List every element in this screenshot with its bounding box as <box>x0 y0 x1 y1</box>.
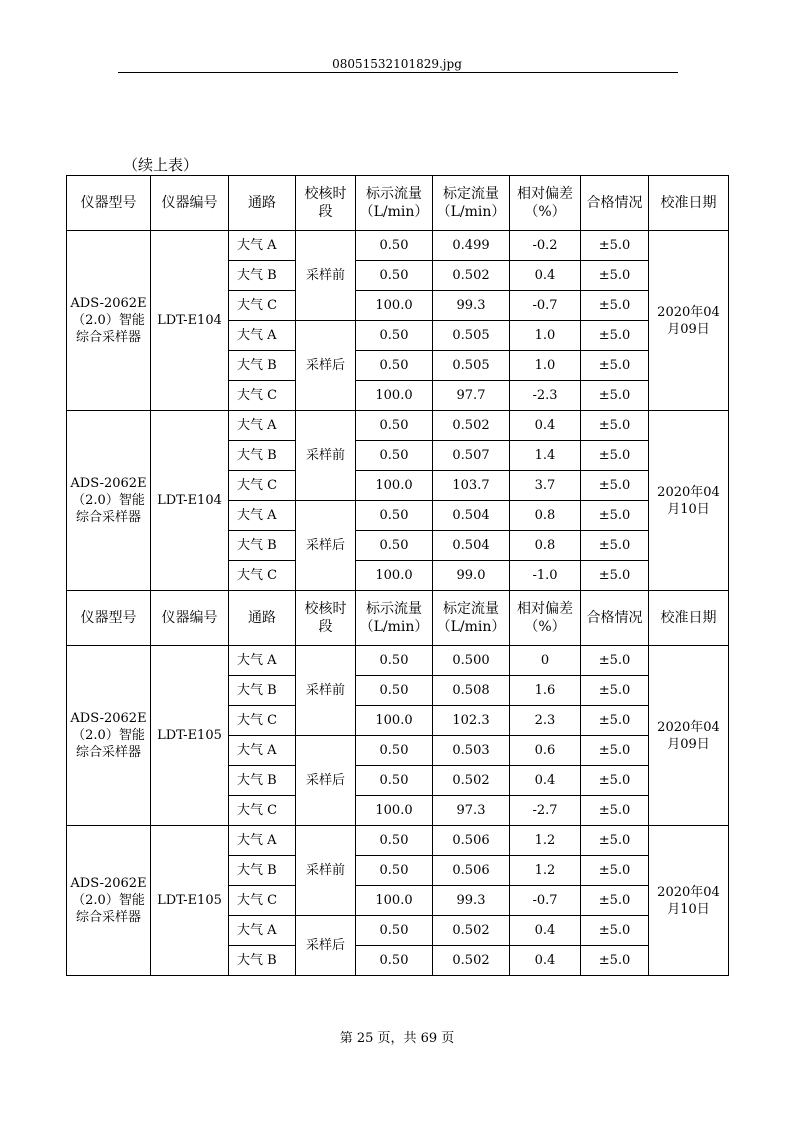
column-header: 合格情况 <box>581 591 649 646</box>
deviation-cell: -2.7 <box>510 796 581 826</box>
pass-criteria-cell: ±5.0 <box>581 231 649 261</box>
channel-cell: 大气 C <box>229 471 296 501</box>
channel-cell: 大气 A <box>229 646 296 676</box>
deviation-cell: 1.0 <box>510 351 581 381</box>
column-header: 相对偏差（%） <box>510 176 581 231</box>
set-flow-cell: 0.50 <box>356 441 433 471</box>
calibrated-flow-cell: 0.503 <box>433 736 510 766</box>
pass-criteria-cell: ±5.0 <box>581 531 649 561</box>
channel-cell: 大气 B <box>229 261 296 291</box>
calibrated-flow-cell: 0.502 <box>433 916 510 946</box>
channel-cell: 大气 A <box>229 736 296 766</box>
table-row <box>67 646 729 676</box>
set-flow-cell: 0.50 <box>356 321 433 351</box>
set-flow-cell: 0.50 <box>356 916 433 946</box>
table-row <box>67 411 729 441</box>
calibrated-flow-cell: 0.506 <box>433 856 510 886</box>
channel-cell: 大气 A <box>229 411 296 441</box>
channel-cell: 大气 B <box>229 531 296 561</box>
pass-criteria-cell: ±5.0 <box>581 261 649 291</box>
deviation-cell: -0.7 <box>510 291 581 321</box>
calibrated-flow-cell: 0.502 <box>433 261 510 291</box>
deviation-cell: -1.0 <box>510 561 581 591</box>
channel-cell: 大气 C <box>229 291 296 321</box>
calibration-date-cell: 2020年04月09日 <box>649 231 729 411</box>
channel-cell: 大气 B <box>229 856 296 886</box>
set-flow-cell: 100.0 <box>356 561 433 591</box>
deviation-cell: 0.4 <box>510 916 581 946</box>
column-header: 校核时段 <box>296 176 356 231</box>
column-header: 相对偏差（%） <box>510 591 581 646</box>
set-flow-cell: 0.50 <box>356 736 433 766</box>
calibrated-flow-cell: 0.506 <box>433 826 510 856</box>
calibrated-flow-cell: 0.507 <box>433 441 510 471</box>
pass-criteria-cell: ±5.0 <box>581 706 649 736</box>
set-flow-cell: 0.50 <box>356 676 433 706</box>
period-cell: 采样后 <box>296 736 356 826</box>
calibrated-flow-cell: 0.502 <box>433 946 510 976</box>
instrument-id-cell: LDT-E105 <box>151 646 229 826</box>
set-flow-cell: 0.50 <box>356 946 433 976</box>
set-flow-cell: 100.0 <box>356 471 433 501</box>
period-cell: 采样前 <box>296 231 356 321</box>
pass-criteria-cell: ±5.0 <box>581 321 649 351</box>
pass-criteria-cell: ±5.0 <box>581 501 649 531</box>
deviation-cell: 0.6 <box>510 736 581 766</box>
channel-cell: 大气 A <box>229 231 296 261</box>
column-header: 仪器编号 <box>151 176 229 231</box>
set-flow-cell: 0.50 <box>356 411 433 441</box>
set-flow-cell: 0.50 <box>356 501 433 531</box>
column-header: 通路 <box>229 591 296 646</box>
pass-criteria-cell: ±5.0 <box>581 561 649 591</box>
pass-criteria-cell: ±5.0 <box>581 471 649 501</box>
pass-criteria-cell: ±5.0 <box>581 351 649 381</box>
calibration-date-cell: 2020年04月09日 <box>649 646 729 826</box>
set-flow-cell: 0.50 <box>356 856 433 886</box>
calibrated-flow-cell: 0.505 <box>433 351 510 381</box>
instrument-model-cell: ADS-2062E（2.0）智能综合采样器 <box>67 231 151 411</box>
period-cell: 采样后 <box>296 321 356 411</box>
deviation-cell: 0.4 <box>510 261 581 291</box>
deviation-cell: 1.2 <box>510 856 581 886</box>
period-cell: 采样前 <box>296 646 356 736</box>
instrument-id-cell: LDT-E104 <box>151 411 229 591</box>
instrument-id-cell: LDT-E105 <box>151 826 229 976</box>
period-cell: 采样后 <box>296 916 356 976</box>
deviation-cell: 2.3 <box>510 706 581 736</box>
column-header: 校核时段 <box>296 591 356 646</box>
pass-criteria-cell: ±5.0 <box>581 411 649 441</box>
instrument-model-cell: ADS-2062E（2.0）智能综合采样器 <box>67 646 151 826</box>
page-footer: 第 25 页，共 69 页 <box>339 1031 455 1046</box>
column-header: 合格情况 <box>581 176 649 231</box>
header-rule <box>118 72 678 73</box>
set-flow-cell: 0.50 <box>356 646 433 676</box>
deviation-cell: 0.4 <box>510 411 581 441</box>
deviation-cell: 1.4 <box>510 441 581 471</box>
column-header: 校准日期 <box>649 176 729 231</box>
calibrated-flow-cell: 0.499 <box>433 231 510 261</box>
continued-caption: （续上表） <box>123 156 199 174</box>
channel-cell: 大气 A <box>229 501 296 531</box>
calibration-date-cell: 2020年04月10日 <box>649 826 729 976</box>
calibrated-flow-cell: 99.0 <box>433 561 510 591</box>
deviation-cell: 0.8 <box>510 531 581 561</box>
instrument-id-cell: LDT-E104 <box>151 231 229 411</box>
calibrated-flow-cell: 99.3 <box>433 291 510 321</box>
calibrated-flow-cell: 0.508 <box>433 676 510 706</box>
channel-cell: 大气 C <box>229 706 296 736</box>
pass-criteria-cell: ±5.0 <box>581 886 649 916</box>
pass-criteria-cell: ±5.0 <box>581 381 649 411</box>
set-flow-cell: 100.0 <box>356 291 433 321</box>
set-flow-cell: 0.50 <box>356 826 433 856</box>
channel-cell: 大气 B <box>229 766 296 796</box>
set-flow-cell: 0.50 <box>356 261 433 291</box>
pass-criteria-cell: ±5.0 <box>581 676 649 706</box>
set-flow-cell: 0.50 <box>356 531 433 561</box>
pass-criteria-cell: ±5.0 <box>581 441 649 471</box>
calibrated-flow-cell: 99.3 <box>433 886 510 916</box>
deviation-cell: 0.8 <box>510 501 581 531</box>
set-flow-cell: 100.0 <box>356 796 433 826</box>
deviation-cell: 1.6 <box>510 676 581 706</box>
column-header: 仪器编号 <box>151 591 229 646</box>
pass-criteria-cell: ±5.0 <box>581 796 649 826</box>
set-flow-cell: 100.0 <box>356 381 433 411</box>
channel-cell: 大气 B <box>229 441 296 471</box>
instrument-model-cell: ADS-2062E（2.0）智能综合采样器 <box>67 826 151 976</box>
calibrated-flow-cell: 103.7 <box>433 471 510 501</box>
channel-cell: 大气 B <box>229 946 296 976</box>
period-cell: 采样前 <box>296 826 356 916</box>
channel-cell: 大气 C <box>229 561 296 591</box>
pass-criteria-cell: ±5.0 <box>581 646 649 676</box>
calibration-date-cell: 2020年04月10日 <box>649 411 729 591</box>
deviation-cell: 0.4 <box>510 766 581 796</box>
deviation-cell: -0.2 <box>510 231 581 261</box>
calibrated-flow-cell: 0.502 <box>433 766 510 796</box>
channel-cell: 大气 C <box>229 796 296 826</box>
pass-criteria-cell: ±5.0 <box>581 946 649 976</box>
column-header: 标示流量（L/min） <box>356 591 433 646</box>
column-header: 标定流量（L/min） <box>433 176 510 231</box>
pass-criteria-cell: ±5.0 <box>581 916 649 946</box>
calibrated-flow-cell: 0.500 <box>433 646 510 676</box>
instrument-model-cell: ADS-2062E（2.0）智能综合采样器 <box>67 411 151 591</box>
set-flow-cell: 0.50 <box>356 766 433 796</box>
column-header: 校准日期 <box>649 591 729 646</box>
deviation-cell: 1.2 <box>510 826 581 856</box>
column-header: 标定流量（L/min） <box>433 591 510 646</box>
column-header: 通路 <box>229 176 296 231</box>
set-flow-cell: 0.50 <box>356 351 433 381</box>
channel-cell: 大气 C <box>229 381 296 411</box>
calibrated-flow-cell: 0.502 <box>433 411 510 441</box>
calibrated-flow-cell: 102.3 <box>433 706 510 736</box>
column-header: 标示流量（L/min） <box>356 176 433 231</box>
pass-criteria-cell: ±5.0 <box>581 736 649 766</box>
channel-cell: 大气 B <box>229 351 296 381</box>
calibrated-flow-cell: 97.3 <box>433 796 510 826</box>
calibrated-flow-cell: 97.7 <box>433 381 510 411</box>
pass-criteria-cell: ±5.0 <box>581 856 649 886</box>
column-header: 仪器型号 <box>67 176 151 231</box>
period-cell: 采样后 <box>296 501 356 591</box>
set-flow-cell: 100.0 <box>356 706 433 736</box>
column-header: 仪器型号 <box>67 591 151 646</box>
deviation-cell: 0.4 <box>510 946 581 976</box>
table-header-row <box>67 176 729 231</box>
table-row <box>67 231 729 261</box>
deviation-cell: -0.7 <box>510 886 581 916</box>
deviation-cell: 0 <box>510 646 581 676</box>
page-header-filename: 08051532101829.jpg <box>332 57 462 71</box>
channel-cell: 大气 A <box>229 916 296 946</box>
pass-criteria-cell: ±5.0 <box>581 826 649 856</box>
set-flow-cell: 0.50 <box>356 231 433 261</box>
deviation-cell: 1.0 <box>510 321 581 351</box>
calibrated-flow-cell: 0.504 <box>433 501 510 531</box>
calibration-table <box>66 175 729 976</box>
channel-cell: 大气 A <box>229 321 296 351</box>
deviation-cell: 3.7 <box>510 471 581 501</box>
pass-criteria-cell: ±5.0 <box>581 291 649 321</box>
pass-criteria-cell: ±5.0 <box>581 766 649 796</box>
calibrated-flow-cell: 0.504 <box>433 531 510 561</box>
set-flow-cell: 100.0 <box>356 886 433 916</box>
calibrated-flow-cell: 0.505 <box>433 321 510 351</box>
channel-cell: 大气 B <box>229 676 296 706</box>
table-row <box>67 826 729 856</box>
table-header-row <box>67 591 729 646</box>
period-cell: 采样前 <box>296 411 356 501</box>
deviation-cell: -2.3 <box>510 381 581 411</box>
channel-cell: 大气 C <box>229 886 296 916</box>
channel-cell: 大气 A <box>229 826 296 856</box>
